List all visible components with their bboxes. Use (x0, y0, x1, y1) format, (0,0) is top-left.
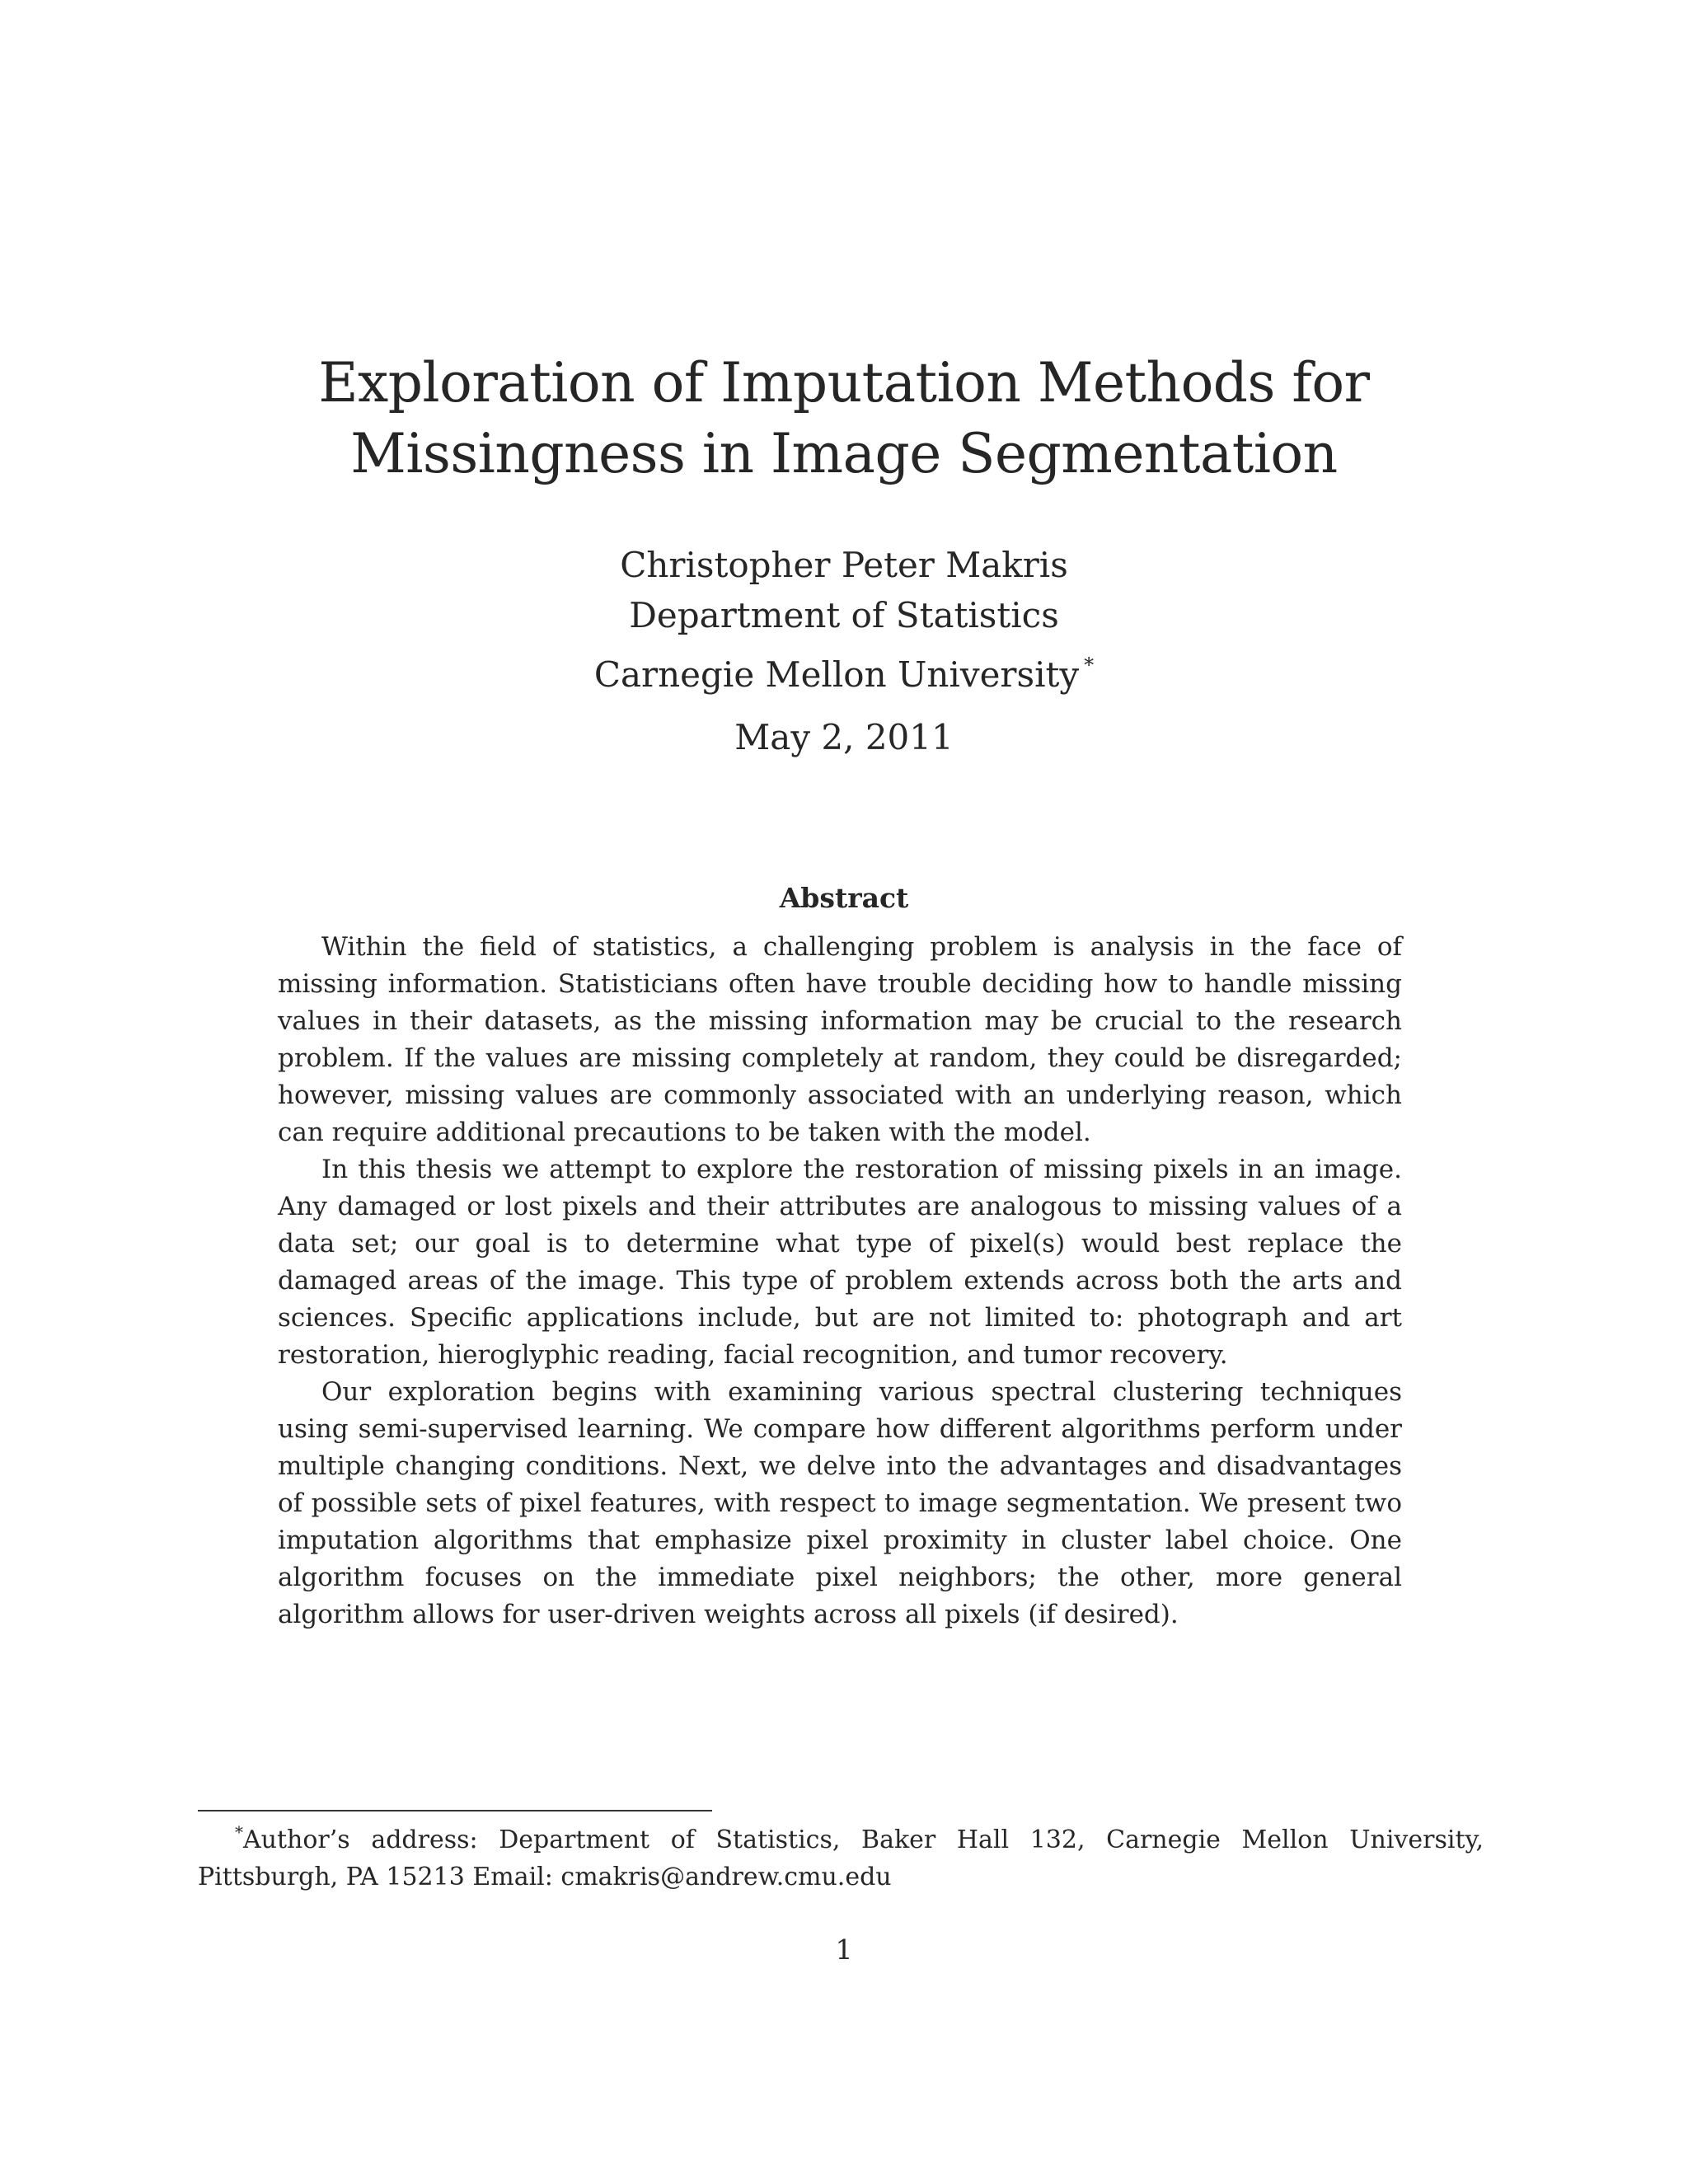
paper-title: Exploration of Imputation Methods for Missingness in Image Segmentation (318, 351, 1370, 486)
abstract-body (278, 929, 1402, 1633)
footnote-text: Author’s address: Department of Statistics, Baker Hall 132, Carnegie Mellon University, Pittsburgh, PA 15213 Email: cmakris@andrew.cmu.edu (198, 1825, 1484, 1891)
abstract-paragraph: In this thesis we attempt to explore the restoration of missing pixels in an image. Any damaged or lost pixels and their attributes are analogous to missing values of a data set; our goal is to determine what type of pixel(s) would best replace the damaged areas of the image. This type of problem extends across both the arts and sciences. Specific applications include, but are not limited to: photograph and art restoration, hieroglyphic reading, facial recognition, and tumor recovery. (278, 1155, 1402, 1370)
footnote-mark: * (235, 1822, 243, 1842)
abstract-paragraph: Within the field of statistics, a challenging problem is analysis in the face of missing information. Statisticians often have trouble deciding how to handle missing values in their datasets, as the missing information may be crucial to the research problem. If the values are missing completely at random, they could be disregarded; however, missing values are commonly associated with an underlying reason, which can require additional precautions to be taken with the model. (278, 932, 1402, 1147)
abstract-paragraph: Our exploration begins with examining various spectral clustering techniques using semi-supervised learning. We compare how different algorithms perform under multiple changing conditions. Next, we delve into the advantages and disadvantages of possible sets of pixel features, with respect to image segmentation. We present two imputation algorithms that emphasize pixel proximity in cluster label choice. One algorithm focuses on the immediate pixel neighbors; the other, more general algorithm allows for user-driven weights across all pixels (if desired). (278, 1377, 1402, 1629)
author-department: Department of Statistics (629, 595, 1059, 635)
author-university-line (412, 640, 1276, 700)
author-university: Carnegie Mellon University (593, 654, 1080, 695)
footnote (198, 1814, 1484, 1896)
abstract-heading: Abstract (779, 882, 909, 914)
author-block (412, 540, 1276, 700)
page-number: 1 (835, 1933, 853, 1966)
author-name: Christopher Peter Makris (620, 545, 1068, 585)
footnote-rule (198, 1810, 712, 1811)
author-footnote-mark: * (1084, 654, 1095, 677)
paper-date: May 2, 2011 (734, 717, 954, 757)
